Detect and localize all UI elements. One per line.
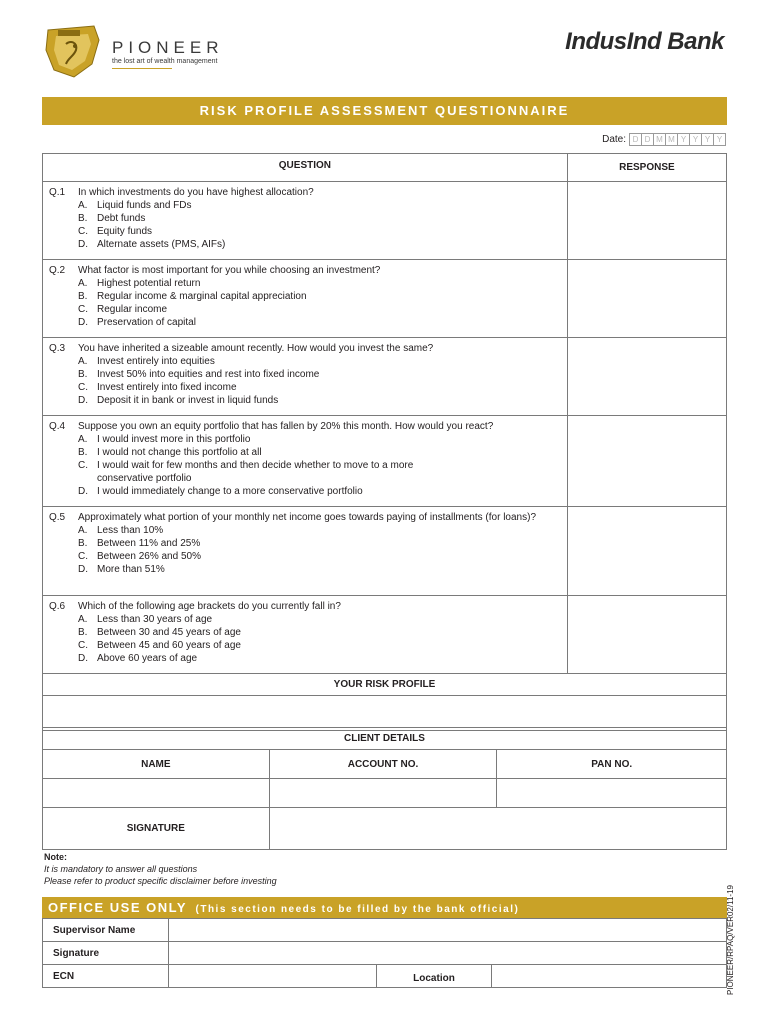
option-text: Regular income & marginal capital appreciation [97,291,307,302]
date-field [602,133,726,146]
option-text: Less than 30 years of age [97,614,213,625]
name-input[interactable] [43,779,270,808]
question-cell [43,338,568,416]
question-header: QUESTION [43,154,568,182]
signature-input[interactable] [269,808,726,850]
option-text: I would not change this portfolio at all [97,447,262,458]
question-text: Approximately what portion of your monthly net income goes towards paying of installments (for loans)? [78,512,537,523]
date-year-box-3[interactable]: Y [701,133,714,146]
option-letter: C. [78,226,88,237]
question-text: You have inherited a sizeable amount recently. How would you invest the same? [78,343,434,354]
question-text: In which investments do you have highest allocation? [78,187,314,198]
form-title: RISK PROFILE ASSESSMENT QUESTIONNAIRE [42,97,727,125]
form-code: PIONEER/RPAQ/VER02/11-19 [726,885,735,995]
option-text: Equity funds [97,226,153,237]
account-no-input[interactable] [269,779,497,808]
ecn-input[interactable] [169,965,377,988]
response-header: RESPONSE [567,154,726,182]
option-letter: C. [78,640,88,651]
office-signature-label: Signature [43,942,169,965]
question-cell [43,416,568,507]
option-letter: B. [78,627,88,638]
pioneer-name: PIONEER [112,38,224,57]
option-text: Above 60 years of age [97,653,198,664]
option-text: Invest entirely into fixed income [97,382,237,393]
ecn-label: ECN [43,965,169,988]
question-cell [43,182,568,260]
option-letter: A. [78,356,88,367]
option-letter: D. [78,653,88,664]
question-cell [43,507,568,596]
note-title: Note: [44,852,67,862]
question-number: Q.2 [49,265,66,276]
client-details-heading: CLIENT DETAILS [43,728,727,750]
office-use-title: OFFICE USE ONLY [48,900,188,915]
option-letter: C. [78,382,88,393]
option-letter: B. [78,538,88,549]
option-letter: B. [78,447,88,458]
question-row-1 [43,182,727,260]
option-text: I would invest more in this portfolio [97,434,251,445]
option-text: I would wait for few months and then decide whether to move to a more conservative portfolio [97,460,414,484]
response-input-3[interactable] [567,338,726,416]
option-text: Deposit it in bank or invest in liquid funds [97,395,279,406]
pioneer-emblem-icon [42,24,102,79]
question-cell [43,596,568,674]
response-input-4[interactable] [567,416,726,507]
option-text: Preservation of capital [97,317,196,328]
option-text: Less than 10% [97,525,164,536]
date-day-box-2[interactable]: D [641,133,654,146]
option-text: Highest potential return [97,278,201,289]
option-text: Between 30 and 45 years of age [97,627,241,638]
question-number: Q.3 [49,343,66,354]
option-letter: D. [78,564,88,575]
location-label: Location [377,965,492,988]
option-letter: B. [78,369,88,380]
option-letter: D. [78,395,88,406]
question-row-4 [43,416,727,507]
bank-logo: IndusInd Bank [565,28,724,55]
response-input-2[interactable] [567,260,726,338]
pioneer-logo [42,24,242,80]
option-letter: C. [78,460,88,471]
signature-label: SIGNATURE [43,808,270,850]
option-letter: C. [78,304,88,315]
account-no-label: ACCOUNT NO. [269,750,497,779]
question-number: Q.6 [49,601,66,612]
option-text: Regular income [97,304,168,315]
option-letter: A. [78,614,88,625]
date-label: Date: [602,134,626,145]
question-row-2 [43,260,727,338]
date-year-box-2[interactable]: Y [689,133,702,146]
office-signature-input[interactable] [169,942,727,965]
name-label: NAME [43,750,270,779]
question-text: Which of the following age brackets do you currently fall in? [78,601,341,612]
option-text: Alternate assets (PMS, AIFs) [97,239,226,250]
response-input-5[interactable] [567,507,726,596]
date-month-box-2[interactable]: M [665,133,678,146]
option-text: Invest entirely into equities [97,356,215,367]
option-letter: A. [78,525,88,536]
question-text: Suppose you own an equity portfolio that has fallen by 20% this month. How would you react? [78,421,494,432]
response-input-1[interactable] [567,182,726,260]
option-letter: B. [78,291,88,302]
risk-profile-input[interactable] [43,696,727,731]
option-letter: A. [78,278,88,289]
option-text: Between 11% and 25% [97,538,201,549]
option-text: Debt funds [97,213,146,224]
option-letter: D. [78,317,88,328]
pan-no-label: PAN NO. [497,750,727,779]
date-month-box-1[interactable]: M [653,133,666,146]
option-letter: D. [78,239,88,250]
risk-profile-label: YOUR RISK PROFILE [43,674,727,696]
option-letter: A. [78,434,88,445]
question-number: Q.5 [49,512,66,523]
option-text: I would immediately change to a more conservative portfolio [97,486,363,497]
client-details-table [42,727,727,850]
question-row-5 [43,507,727,596]
pioneer-tagline: the lost art of wealth management [112,58,218,65]
tagline-underline [112,68,172,69]
question-row-6 [43,596,727,674]
date-year-box-4[interactable]: Y [713,133,726,146]
response-input-6[interactable] [567,596,726,674]
option-text: Between 45 and 60 years of age [97,640,241,651]
note-line-2: Please refer to product specific disclaimer before investing [44,876,277,886]
question-cell [43,260,568,338]
option-text: Between 26% and 50% [97,551,201,562]
question-number: Q.4 [49,421,66,432]
office-use-bar [42,897,727,918]
pan-no-input[interactable] [497,779,727,808]
option-text: Liquid funds and FDs [97,200,192,211]
office-use-subtitle: (This section needs to be filled by the bank official) [195,904,520,915]
location-input[interactable] [492,965,727,988]
option-text: Invest 50% into equities and rest into fixed income [97,369,320,380]
question-row-3 [43,338,727,416]
option-letter: B. [78,213,88,224]
question-number: Q.1 [49,187,66,198]
questionnaire-table [42,153,727,731]
supervisor-name-label: Supervisor Name [43,919,169,942]
note-line-1: It is mandatory to answer all questions [44,864,198,874]
date-year-box-1[interactable]: Y [677,133,690,146]
option-letter: D. [78,486,88,497]
note-block [44,851,277,887]
question-text: What factor is most important for you while choosing an investment? [78,265,381,276]
option-text: More than 51% [97,564,165,575]
supervisor-name-input[interactable] [169,919,727,942]
office-use-table [42,918,727,988]
option-letter: A. [78,200,88,211]
option-letter: C. [78,551,88,562]
date-day-box-1[interactable]: D [629,133,642,146]
